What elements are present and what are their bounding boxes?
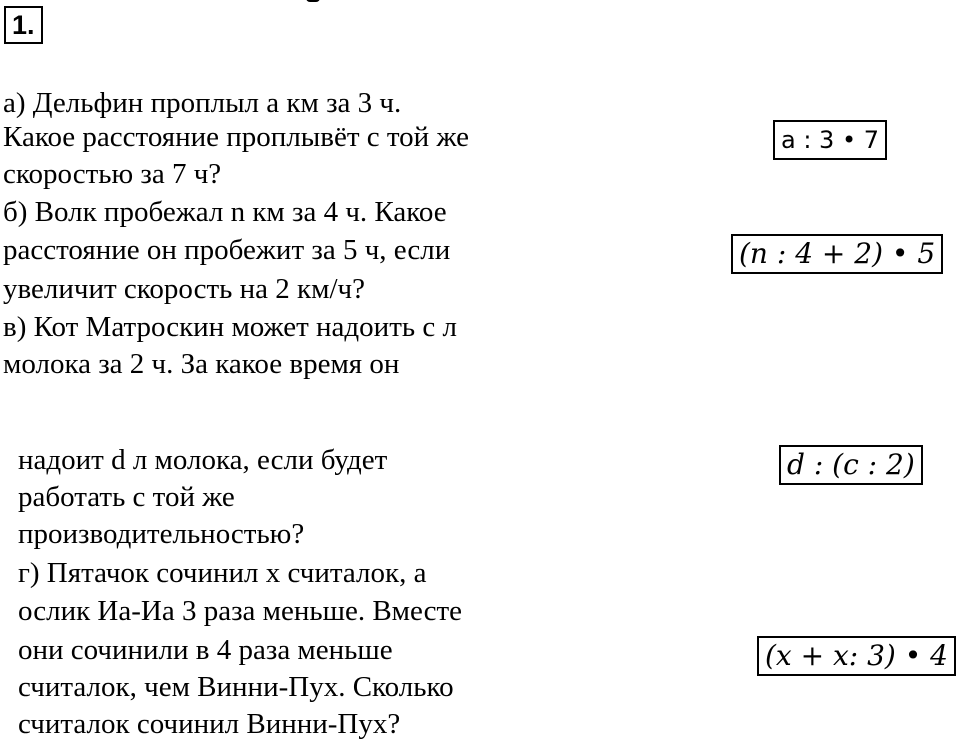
problem-text-line: увеличит скорость на 2 км/ч? xyxy=(3,273,365,305)
problem-text-line: считалок, чем Винни-Пух. Сколько xyxy=(18,671,454,703)
problem-text-line: ослик Иа-Иа 3 раза меньше. Вместе xyxy=(18,595,463,627)
answer-formula-a: a : 3 • 7 xyxy=(773,120,887,160)
problem-text-line: г) Пятачок сочинил x считалок, а xyxy=(18,557,427,589)
problem-text-line: в) Кот Матроскин может надоить с л xyxy=(3,311,457,343)
cropped-heading-fragment xyxy=(306,0,320,2)
problem-text-line: расстояние он пробежит за 5 ч, если xyxy=(3,234,451,266)
problem-text-line: молока за 2 ч. За какое время он xyxy=(3,348,400,380)
problem-text-line: б) Волк пробежал n км за 4 ч. Какое xyxy=(3,196,447,228)
problem-text-line: скоростью за 7 ч? xyxy=(3,158,222,190)
problem-text-line: считалок сочинил Винни-Пух? xyxy=(18,708,401,740)
problem-text-line: надоит d л молока, если будет xyxy=(18,444,388,476)
answer-formula-g: (x + x: 3) • 4 xyxy=(757,636,956,676)
answer-formula-v: d : (c : 2) xyxy=(779,445,923,485)
problem-number-box: 1. xyxy=(4,6,43,44)
problem-text-line: работать с той же xyxy=(18,481,235,513)
problem-text-line: производительностью? xyxy=(18,518,305,550)
answer-formula-b: (n : 4 + 2) • 5 xyxy=(731,234,943,274)
problem-text-line: а) Дельфин проплыл a км за 3 ч. xyxy=(3,87,402,119)
problem-text-line: Какое расстояние проплывёт с той же xyxy=(3,121,469,153)
problem-text-line: они сочинили в 4 раза меньше xyxy=(18,634,393,666)
